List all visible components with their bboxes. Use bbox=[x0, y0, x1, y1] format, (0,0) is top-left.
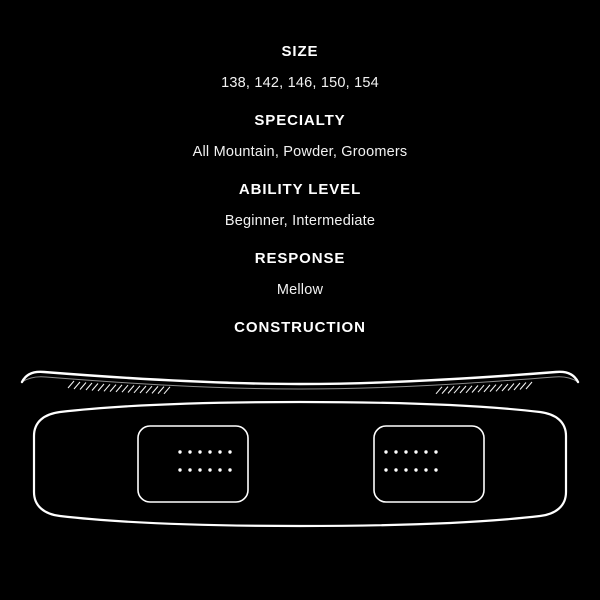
spec-label: ABILITY LEVEL bbox=[238, 181, 362, 198]
insert-holes-right bbox=[384, 450, 437, 471]
spec-label: SPECIALTY bbox=[254, 112, 346, 129]
construction-graphic bbox=[0, 360, 600, 600]
spec-label: RESPONSE bbox=[254, 250, 346, 267]
spec-value: 138, 142, 146, 150, 154 bbox=[221, 75, 379, 91]
spec-item-response bbox=[0, 250, 600, 299]
insert-holes-left bbox=[178, 450, 231, 471]
spec-item-ability-level bbox=[0, 181, 600, 230]
snowboard-top-view bbox=[34, 402, 566, 526]
snowboard-camber-profile bbox=[22, 372, 578, 394]
spec-label: CONSTRUCTION bbox=[234, 319, 366, 336]
spec-item-construction bbox=[0, 319, 600, 337]
spec-value: All Mountain, Powder, Groomers bbox=[192, 144, 408, 160]
spec-value: Beginner, Intermediate bbox=[224, 213, 376, 229]
spec-item-specialty bbox=[0, 112, 600, 161]
spec-item-size bbox=[0, 43, 600, 92]
binding-insert-zone-left bbox=[138, 426, 248, 502]
snowboard-diagram bbox=[0, 360, 600, 600]
binding-insert-zone-right bbox=[374, 426, 484, 502]
spec-value: Mellow bbox=[276, 282, 324, 298]
spec-label: SIZE bbox=[281, 43, 319, 60]
